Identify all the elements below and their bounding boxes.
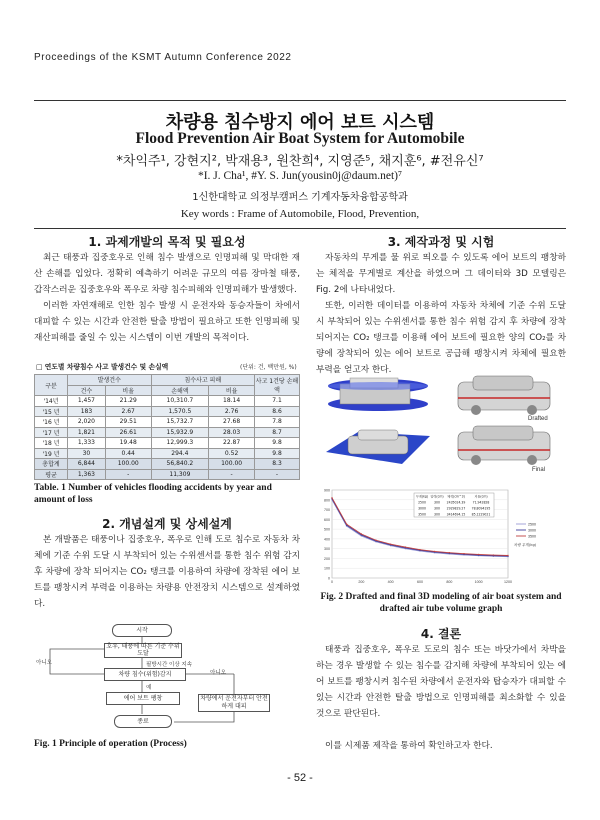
label-final: Final bbox=[532, 467, 546, 473]
table-cell: 26.61 bbox=[105, 427, 151, 438]
table-cell: 2.76 bbox=[209, 406, 255, 417]
section2-para1: 본 개발품은 태풍이나 집중호우, 폭우로 인해 도로 침수로 자동차 차체에 기준 수위 도달 시 부착되어 있는 수위센서를 통한 침수 위험 감지 후 차량에 장착 되어지는 CO₂ 탱크를 이용하여 차량에 장착된 에어 보트를 팽창시켜 부력을 이용하는 차량용 안전장치 시스템으로 설계하였다. bbox=[34, 535, 300, 609]
authors: *차익주¹, 강현지², 박재용³, 원찬희⁴, 지영준⁵, 채지훈⁶, #전유신⁷ bbox=[116, 154, 484, 169]
table-cell: 7.1 bbox=[255, 396, 300, 407]
y-tick-label: 800 bbox=[324, 498, 330, 503]
table-cell: 1,821 bbox=[68, 427, 106, 438]
volume-graph-svg bbox=[318, 484, 564, 588]
legend-header: 압력(cm) bbox=[430, 494, 444, 499]
series-point-3500 bbox=[434, 551, 435, 552]
series-point-3500 bbox=[346, 524, 347, 525]
volume-graph bbox=[318, 484, 564, 588]
y-tick-label: 700 bbox=[324, 508, 330, 513]
table-cell: 56,840.2 bbox=[151, 459, 209, 470]
table-cell: '19 년 bbox=[35, 448, 68, 459]
fig2-renders bbox=[318, 374, 564, 474]
flow-evacuate: 차량에서 운전자부터 안전하게 대피 bbox=[198, 694, 270, 712]
table-row bbox=[35, 448, 300, 459]
table-unit-note: (단위: 건, 백만원, %) bbox=[240, 364, 297, 371]
y-tick-label: 100 bbox=[324, 566, 330, 571]
table-cell: 1,333 bbox=[68, 438, 106, 449]
y-tick-label: 200 bbox=[324, 556, 330, 561]
table-cell: - bbox=[255, 469, 300, 480]
table-header-year: 구분 bbox=[35, 375, 68, 396]
page-number: - 52 - bbox=[287, 772, 313, 784]
table-cell: 21.29 bbox=[105, 396, 151, 407]
table-cell: 9.8 bbox=[255, 448, 300, 459]
table-cell: 294.4 bbox=[151, 448, 209, 459]
section3-title: 3. 제작과정 및 시험 bbox=[387, 235, 495, 249]
section1-title: 1. 과제개발의 목적 및 필요성 bbox=[88, 235, 246, 249]
air-boat-renders bbox=[318, 374, 564, 474]
table-row bbox=[35, 396, 300, 407]
legend-axis-label: 차량 무게(kg) bbox=[514, 543, 537, 547]
table-cell: 0.52 bbox=[209, 448, 255, 459]
affiliation: 1신한대학교 의정부캠퍼스 기계자동차융합공학과 bbox=[192, 192, 408, 203]
series-point-3500 bbox=[405, 546, 406, 547]
render-final-car bbox=[458, 426, 550, 465]
flow-no2-label: 아니오 bbox=[210, 670, 226, 676]
table-cell: 6,844 bbox=[68, 459, 106, 470]
legend-cell: 3414694.15 bbox=[446, 512, 466, 517]
render-drafted-car bbox=[458, 376, 550, 415]
table-row bbox=[35, 438, 300, 449]
table-cell: 1,457 bbox=[68, 396, 106, 407]
table-body bbox=[35, 396, 300, 480]
legend-series-label: 3500 bbox=[528, 534, 536, 539]
title-english: Flood Prevention Air Boat System for Automobile bbox=[135, 130, 465, 147]
table-cell: 100.00 bbox=[209, 459, 255, 470]
series-point-3500 bbox=[361, 533, 362, 534]
x-tick-label: 800 bbox=[446, 580, 453, 584]
series-point-3500 bbox=[478, 554, 479, 555]
legend-series-label: 3000 bbox=[528, 528, 536, 533]
legend-cell: 78.8094195 bbox=[471, 506, 491, 511]
title-korean: 차량용 침수방지 에어 보트 시스템 bbox=[165, 112, 435, 133]
x-tick-label: 1000 bbox=[474, 580, 483, 584]
y-tick-label: 500 bbox=[324, 527, 330, 532]
table-cell: 15,732.7 bbox=[151, 417, 209, 428]
table-cell: 2,020 bbox=[68, 417, 106, 428]
table-row bbox=[35, 406, 300, 417]
x-tick-label: 1200 bbox=[504, 580, 512, 584]
table-cell: 29.51 bbox=[105, 417, 151, 428]
legend-cell: 2929829.27 bbox=[446, 506, 466, 511]
section1-para1: 최근 태풍과 집중호우로 인해 침수 발생으로 인명피해 및 막대한 재산 손해를 입었다. 정확히 예측하기 어려운 규모의 여름 장마철 태풍, 갑작스러운 집중호우와 폭우로 차량 침수피해와 인명피해가 발생했다. bbox=[34, 253, 300, 295]
section3-para2: 또한, 이러한 데이터를 이용하여 자동차 차체에 기준 수위 도달 시 부착되어 있는 수위센서를 통한 침수 위험 감지 후 차량에 장착 되어지는 CO₂ 탱크를 이용해 에어 보트에 필요한 양의 CO₂를 차량에 장착되어 있는 에어 보트로 공급해 팽창시켜 차체에 필요한 부력을 얻고자 한다. bbox=[316, 301, 566, 375]
table-cell: 8.3 bbox=[255, 459, 300, 470]
series-point-3500 bbox=[493, 554, 494, 555]
series-point-3500 bbox=[375, 540, 376, 541]
x-tick-label: 0 bbox=[331, 580, 333, 584]
table-cell: 10,310.7 bbox=[151, 396, 209, 407]
table-cell: '17 년 bbox=[35, 427, 68, 438]
section4-para2: 이를 시제품 제작을 통하여 확인하고자 한다. bbox=[325, 741, 493, 751]
table-cell: 19.48 bbox=[105, 438, 151, 449]
table-cell: 12,999.3 bbox=[151, 438, 209, 449]
section4-title: 4. 결론 bbox=[420, 627, 462, 641]
table-cell: 1,363 bbox=[68, 469, 106, 480]
table-cell: 15,932.9 bbox=[151, 427, 209, 438]
fig1-caption: Fig. 1 Principle of operation (Process) bbox=[34, 739, 187, 749]
table-cell: 0.44 bbox=[105, 448, 151, 459]
table-cell: '14년 bbox=[35, 396, 68, 407]
series-point-3500 bbox=[390, 543, 391, 544]
section1-para2: 이러한 자연재해로 인한 침수 발생 시 운전자와 동승자들이 차에서 대피할 수 있는 시간과 안전한 탈출 방법이 필요하고 또한 인명피해 및 재산피해를 줄일 수 있는 시스템이 이번 개발의 목적이다. bbox=[34, 301, 300, 343]
table-cell: 11,309 bbox=[151, 469, 209, 480]
flow-inflate: 에어 보트 팽창 bbox=[106, 692, 180, 705]
table-row bbox=[35, 469, 300, 480]
table-row bbox=[35, 427, 300, 438]
y-tick-label: 400 bbox=[324, 537, 330, 542]
flow-check: 호우, 태풍에 따른 기준 수위 도달 bbox=[104, 643, 182, 658]
table-title: □ 연도별 차량침수 사고 발생건수 및 손실액 bbox=[36, 363, 169, 371]
table-cell: - bbox=[105, 469, 151, 480]
x-tick-label: 400 bbox=[387, 580, 394, 584]
legend-cell: 300 bbox=[434, 500, 440, 505]
label-drafted: Drafted bbox=[528, 416, 548, 422]
y-tick-label: 300 bbox=[324, 547, 330, 552]
table-cell: 8.7 bbox=[255, 427, 300, 438]
table-cell: '15 년 bbox=[35, 406, 68, 417]
table-cell: '18 년 bbox=[35, 438, 68, 449]
table-cell: 9.8 bbox=[255, 438, 300, 449]
x-tick-label: 600 bbox=[417, 580, 423, 584]
table-cell: 28.03 bbox=[209, 427, 255, 438]
table-subheader: 비율 bbox=[209, 385, 255, 396]
legend-cell: 2500 bbox=[418, 500, 426, 505]
legend-cell: 3500 bbox=[418, 512, 426, 517]
table-cell: 8.6 bbox=[255, 406, 300, 417]
table-subheader: 비율 bbox=[105, 385, 151, 396]
flow-end: 종료 bbox=[114, 715, 172, 728]
flow-sensor: 차량 침수(위험)감지 bbox=[104, 668, 186, 681]
table-cell: 2.67 bbox=[105, 406, 151, 417]
table-header-loss: 사고 1건당 손해액 bbox=[255, 375, 300, 396]
table-cell: 27.68 bbox=[209, 417, 255, 428]
table-cell: 100.00 bbox=[105, 459, 151, 470]
series-point-3500 bbox=[331, 497, 332, 498]
legend-cell: 300 bbox=[434, 512, 440, 517]
series-point-3500 bbox=[449, 552, 450, 553]
legend-header: 무게(kg) bbox=[415, 494, 429, 499]
series-point-3500 bbox=[463, 553, 464, 554]
table-cell: 7.8 bbox=[255, 417, 300, 428]
legend-cell: 85.1229021 bbox=[471, 512, 491, 517]
legend-cell: 2435024.39 bbox=[446, 500, 466, 505]
table-cell: 22.87 bbox=[209, 438, 255, 449]
author-emails: *I. J. Cha¹, #Y. S. Jun(yousin0j@daum.net)⁷ bbox=[197, 170, 403, 182]
legend-cell: 300 bbox=[434, 506, 440, 511]
y-tick-label: 900 bbox=[324, 488, 330, 493]
legend-header: 체적(cm^3) bbox=[447, 494, 465, 499]
fig2-caption: Fig. 2 Drafted and final 3D modeling of air boat system and drafted air tube volume graph bbox=[320, 592, 562, 614]
table-cell: 18.14 bbox=[209, 396, 255, 407]
flow-yes-label: 예 bbox=[146, 685, 152, 691]
running-header: Proceedings of the KSMT Autumn Conference 2022 bbox=[34, 52, 292, 63]
y-tick-label: 600 bbox=[324, 517, 330, 522]
keyword-divider bbox=[34, 228, 566, 229]
legend-header: 지름(cm) bbox=[474, 494, 488, 499]
flow-detect-label: 필방시간 이상 지속 bbox=[146, 662, 193, 668]
table-cell: 30 bbox=[68, 448, 106, 459]
top-divider bbox=[34, 100, 566, 101]
render-drafted-tubes bbox=[328, 378, 428, 411]
table-cell: 총합계 bbox=[35, 459, 68, 470]
legend-series-label: 2500 bbox=[528, 522, 536, 527]
section2-title: 2. 개념설계 및 상세설계 bbox=[102, 517, 232, 531]
table-subheader: 건수 bbox=[68, 385, 106, 396]
flow-no-label: 아니오 bbox=[36, 660, 52, 666]
section4-para1: 태풍과 집중호우, 폭우로 도로의 침수 또는 바닷가에서 차박을 하는 경우 발생할 수 있는 침수를 감지해 차량에 부착되어 있는 에어 보트를 팽창시켜 침수된 차량에서 운전자와 탑승자가 대피할 수 있는 시간과 안전한 탈출 방법으로 인명피해를 최소화할 수 있을 것으로 판단된다. bbox=[316, 645, 566, 719]
render-final-tubes bbox=[326, 430, 430, 464]
table-cell: - bbox=[209, 469, 255, 480]
table-caption: Table. 1 Number of vehicles flooding accidents by year and amount of loss bbox=[34, 483, 272, 505]
table-cell: 평균 bbox=[35, 469, 68, 480]
keywords: Key words : Frame of Automobile, Flood, Prevention, bbox=[180, 208, 420, 220]
table-header-damage: 침수사고 피해 bbox=[151, 375, 254, 386]
table-cell: '16 년 bbox=[35, 417, 68, 428]
flowchart bbox=[34, 622, 300, 734]
table-cell: 183 bbox=[68, 406, 106, 417]
table-header-count: 발생건수 bbox=[68, 375, 152, 386]
series-point-3500 bbox=[507, 555, 508, 556]
x-tick-label: 200 bbox=[358, 580, 365, 584]
accident-table bbox=[34, 374, 300, 480]
series-point-3500 bbox=[419, 549, 420, 550]
table-cell: 1,570.5 bbox=[151, 406, 209, 417]
table-row bbox=[35, 417, 300, 428]
y-tick-label: 0 bbox=[328, 576, 330, 581]
table-subheader: 손해액 bbox=[151, 385, 209, 396]
table-row bbox=[35, 459, 300, 470]
legend-cell: 3000 bbox=[418, 506, 426, 511]
legend-cell: 71.942828 bbox=[472, 500, 490, 505]
flow-start: 시작 bbox=[112, 624, 172, 637]
section3-para1: 자동차의 무게를 물 위로 띄오를 수 있도록 에어 보트의 팽창하는 체적을 무게별로 계산을 하였으며 그 데이터와 3D 모델링은 Fig. 2에 나타내었다. bbox=[316, 253, 566, 295]
